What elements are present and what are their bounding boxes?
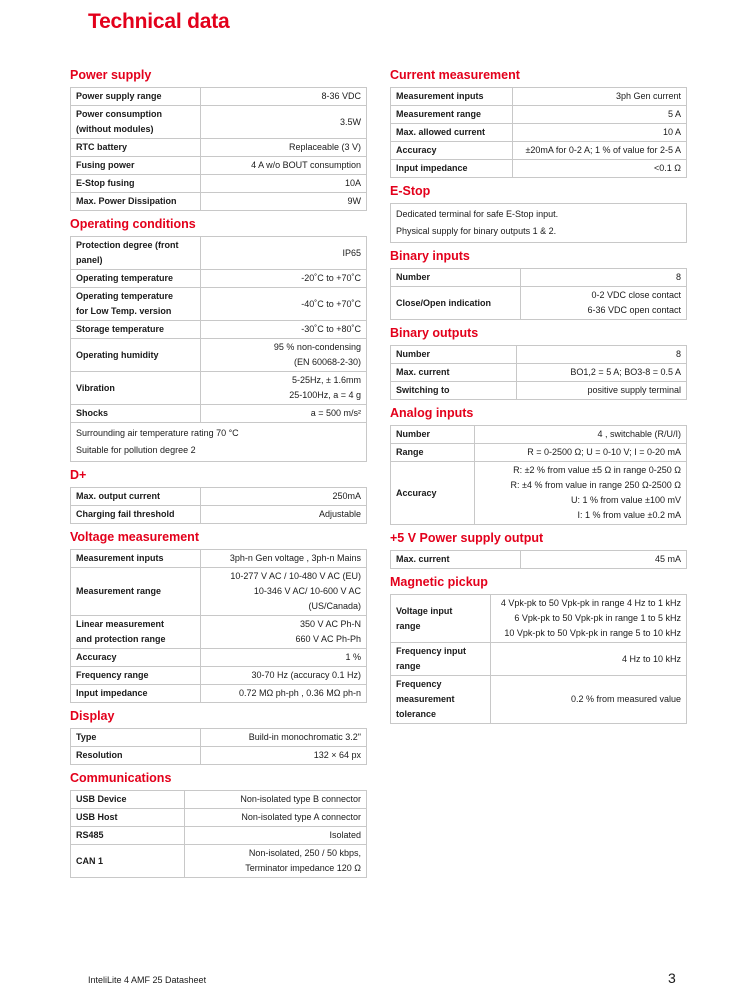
spec-value: Adjustable (201, 506, 367, 524)
spec-label: Frequency input range (391, 643, 491, 676)
spec-label: Range (391, 444, 475, 462)
spec-row (391, 676, 687, 724)
binary-inputs-table (390, 268, 687, 320)
spec-label: Frequency measurement tolerance (391, 676, 491, 724)
spec-row (71, 157, 367, 175)
spec-label: Measurement inputs (391, 88, 513, 106)
spec-label: Max. current (391, 551, 521, 569)
page-title: Technical data (88, 10, 230, 33)
spec-label: Voltage input range (391, 595, 491, 643)
spec-value: 132 × 64 px (201, 747, 367, 765)
spec-row (71, 809, 367, 827)
voltage-measurement-table (70, 549, 367, 703)
spec-row (391, 426, 687, 444)
spec-value: Non-isolated type B connector (185, 791, 367, 809)
spec-label: Operating humidity (71, 339, 201, 372)
spec-value: a = 500 m/s² (201, 405, 367, 423)
spec-row (71, 339, 367, 372)
magnetic-pickup-table (390, 594, 687, 724)
e-stop-table (390, 203, 687, 243)
spec-row (391, 160, 687, 178)
spec-label: Vibration (71, 372, 201, 405)
spec-row (71, 175, 367, 193)
section-title-d-plus: D+ (70, 468, 87, 482)
spec-value: 0.2 % from measured value (491, 676, 687, 724)
spec-label: Power supply range (71, 88, 201, 106)
spec-row (391, 643, 687, 676)
spec-label: Max. Power Dissipation (71, 193, 201, 211)
spec-label: Linear measurement and protection range (71, 616, 201, 649)
spec-label: Close/Open indication (391, 287, 521, 320)
spec-label: Number (391, 269, 521, 287)
d-plus-table (70, 487, 367, 524)
spec-value: 3ph Gen current (513, 88, 687, 106)
spec-row (71, 845, 367, 878)
spec-row (391, 269, 687, 287)
spec-label: Type (71, 729, 201, 747)
spec-label: Protection degree (front panel) (71, 237, 201, 270)
spec-row (71, 139, 367, 157)
spec-value: Non-isolated type A connector (185, 809, 367, 827)
spec-value: 3ph-n Gen voltage , 3ph-n Mains (201, 550, 367, 568)
spec-label: Switching to (391, 382, 517, 400)
spec-label: Input impedance (71, 685, 201, 703)
spec-value: 3.5W (201, 106, 367, 139)
e-stop-line: Physical supply for binary outputs 1 & 2. (391, 223, 687, 243)
spec-label: Accuracy (391, 142, 513, 160)
spec-row (71, 321, 367, 339)
spec-value: -20˚C to +70˚C (201, 270, 367, 288)
spec-label: Measurement range (71, 568, 201, 616)
spec-value: ±20mA for 0-2 A; 1 % of value for 2-5 A (513, 142, 687, 160)
spec-value: BO1,2 = 5 A; BO3-8 = 0.5 A (517, 364, 687, 382)
spec-row (71, 405, 367, 423)
spec-label: Input impedance (391, 160, 513, 178)
spec-row (71, 372, 367, 405)
spec-row (71, 88, 367, 106)
spec-row (71, 270, 367, 288)
section-title-voltage-measurement: Voltage measurement (70, 530, 199, 544)
spec-label: Operating temperature (71, 270, 201, 288)
footer-doc-name: InteliLite 4 AMF 25 Datasheet (88, 975, 207, 985)
operating-conditions-note: Suitable for pollution degree 2 (71, 442, 367, 462)
section-title-communications: Communications (70, 771, 172, 785)
section-title-binary-inputs: Binary inputs (390, 249, 470, 263)
spec-label: Operating temperature for Low Temp. version (71, 288, 201, 321)
spec-label: Accuracy (391, 462, 475, 525)
display-table (70, 728, 367, 765)
spec-row (71, 791, 367, 809)
section-title-analog-inputs: Analog inputs (390, 406, 474, 420)
spec-row (391, 88, 687, 106)
spec-value: 45 mA (521, 551, 687, 569)
spec-label: USB Device (71, 791, 185, 809)
binary-outputs-table (390, 345, 687, 400)
spec-value: 8-36 VDC (201, 88, 367, 106)
spec-row (391, 382, 687, 400)
spec-value: 95 % non-condensing (EN 60068-2-30) (201, 339, 367, 372)
spec-value: 0-2 VDC close contact 6-36 VDC open contact (521, 287, 687, 320)
spec-row (391, 124, 687, 142)
spec-label: E-Stop fusing (71, 175, 201, 193)
spec-value: Non-isolated, 250 / 50 kbps, Terminator impedance 120 Ω (185, 845, 367, 878)
spec-value: -40˚C to +70˚C (201, 288, 367, 321)
spec-value: Build-in monochromatic 3.2" (201, 729, 367, 747)
spec-row (71, 685, 367, 703)
spec-label: Charging fail threshold (71, 506, 201, 524)
spec-row (71, 747, 367, 765)
spec-label: RS485 (71, 827, 185, 845)
operating-conditions-note: Surrounding air temperature rating 70 °C (71, 423, 367, 443)
spec-label: CAN 1 (71, 845, 185, 878)
spec-value: Replaceable (3 V) (201, 139, 367, 157)
current-measurement-table (390, 87, 687, 178)
left-column (70, 66, 367, 882)
spec-label: Number (391, 346, 517, 364)
section-title-binary-outputs: Binary outputs (390, 326, 479, 340)
spec-label: Max. allowed current (391, 124, 513, 142)
spec-value: 1 % (201, 649, 367, 667)
spec-label: Number (391, 426, 475, 444)
section-title-power-supply-output: +5 V Power supply output (390, 531, 544, 545)
spec-label: Measurement inputs (71, 550, 201, 568)
spec-label: Measurement range (391, 106, 513, 124)
right-column (390, 66, 687, 728)
spec-value: 9W (201, 193, 367, 211)
spec-label: Fusing power (71, 157, 201, 175)
section-title-e-stop: E-Stop (390, 184, 431, 198)
spec-row (71, 667, 367, 685)
spec-row (71, 506, 367, 524)
spec-value: 10A (201, 175, 367, 193)
spec-value: IP65 (201, 237, 367, 270)
spec-label: USB Host (71, 809, 185, 827)
spec-row (71, 616, 367, 649)
spec-row (71, 106, 367, 139)
section-title-current-measurement: Current measurement (390, 68, 520, 82)
spec-value: R: ±2 % from value ±5 Ω in range 0-250 Ω R: ±4 % from value in range 250 Ω-2500 Ω U: 1 % from value ±100 mV I: 1 % from value ±0.2 mA (475, 462, 687, 525)
spec-label: Power consumption (without modules) (71, 106, 201, 139)
e-stop-line: Dedicated terminal for safe E-Stop input. (391, 204, 687, 224)
communications-table (70, 790, 367, 878)
spec-value: 0.72 MΩ ph-ph , 0.36 MΩ ph-n (201, 685, 367, 703)
spec-value: 350 V AC Ph-N 660 V AC Ph-Ph (201, 616, 367, 649)
spec-value: 8 (517, 346, 687, 364)
spec-row (391, 444, 687, 462)
spec-value: 10-277 V AC / 10-480 V AC (EU) 10-346 V AC/ 10-600 V AC (US/Canada) (201, 568, 367, 616)
spec-label: Accuracy (71, 649, 201, 667)
spec-value: 4 Hz to 10 kHz (491, 643, 687, 676)
section-title-power-supply: Power supply (70, 68, 152, 82)
spec-row (71, 729, 367, 747)
section-title-display: Display (70, 709, 115, 723)
spec-value: 10 A (513, 124, 687, 142)
spec-row (71, 550, 367, 568)
analog-inputs-table (390, 425, 687, 525)
spec-row (391, 346, 687, 364)
spec-value: 4 A w/o BOUT consumption (201, 157, 367, 175)
spec-value: 4 Vpk-pk to 50 Vpk-pk in range 4 Hz to 1 kHz 6 Vpk-pk to 50 Vpk-pk in range 1 to 5 kHz 10 Vpk-pk to 50 Vpk-pk in range 5 to 10 kHz (491, 595, 687, 643)
spec-row (71, 827, 367, 845)
spec-value: 250mA (201, 488, 367, 506)
section-title-magnetic-pickup: Magnetic pickup (390, 575, 488, 589)
spec-label: Shocks (71, 405, 201, 423)
spec-value: 4 , switchable (R/U/I) (475, 426, 687, 444)
spec-row (71, 568, 367, 616)
spec-value: R = 0-2500 Ω; U = 0-10 V; I = 0-20 mA (475, 444, 687, 462)
spec-row (71, 237, 367, 270)
spec-row (71, 649, 367, 667)
spec-row (391, 595, 687, 643)
power-supply-output-table (390, 550, 687, 569)
spec-row (391, 462, 687, 525)
spec-label: Resolution (71, 747, 201, 765)
power-supply-table (70, 87, 367, 211)
spec-value: Isolated (185, 827, 367, 845)
spec-value: <0.1 Ω (513, 160, 687, 178)
spec-row (71, 488, 367, 506)
spec-label: Max. output current (71, 488, 201, 506)
spec-value: 8 (521, 269, 687, 287)
spec-value: 5-25Hz, ± 1.6mm 25-100Hz, a = 4 g (201, 372, 367, 405)
spec-value: 30-70 Hz (accuracy 0.1 Hz) (201, 667, 367, 685)
operating-conditions-table (70, 236, 367, 462)
spec-label: Frequency range (71, 667, 201, 685)
spec-value: -30˚C to +80˚C (201, 321, 367, 339)
spec-label: RTC battery (71, 139, 201, 157)
spec-row (391, 106, 687, 124)
spec-row (71, 193, 367, 211)
spec-value: positive supply terminal (517, 382, 687, 400)
spec-label: Storage temperature (71, 321, 201, 339)
spec-row (391, 142, 687, 160)
spec-row (71, 288, 367, 321)
footer-page-number: 3 (668, 970, 676, 986)
spec-row (391, 551, 687, 569)
section-title-operating-conditions: Operating conditions (70, 217, 196, 231)
spec-row (391, 287, 687, 320)
spec-label: Max. current (391, 364, 517, 382)
spec-row (391, 364, 687, 382)
spec-value: 5 A (513, 106, 687, 124)
